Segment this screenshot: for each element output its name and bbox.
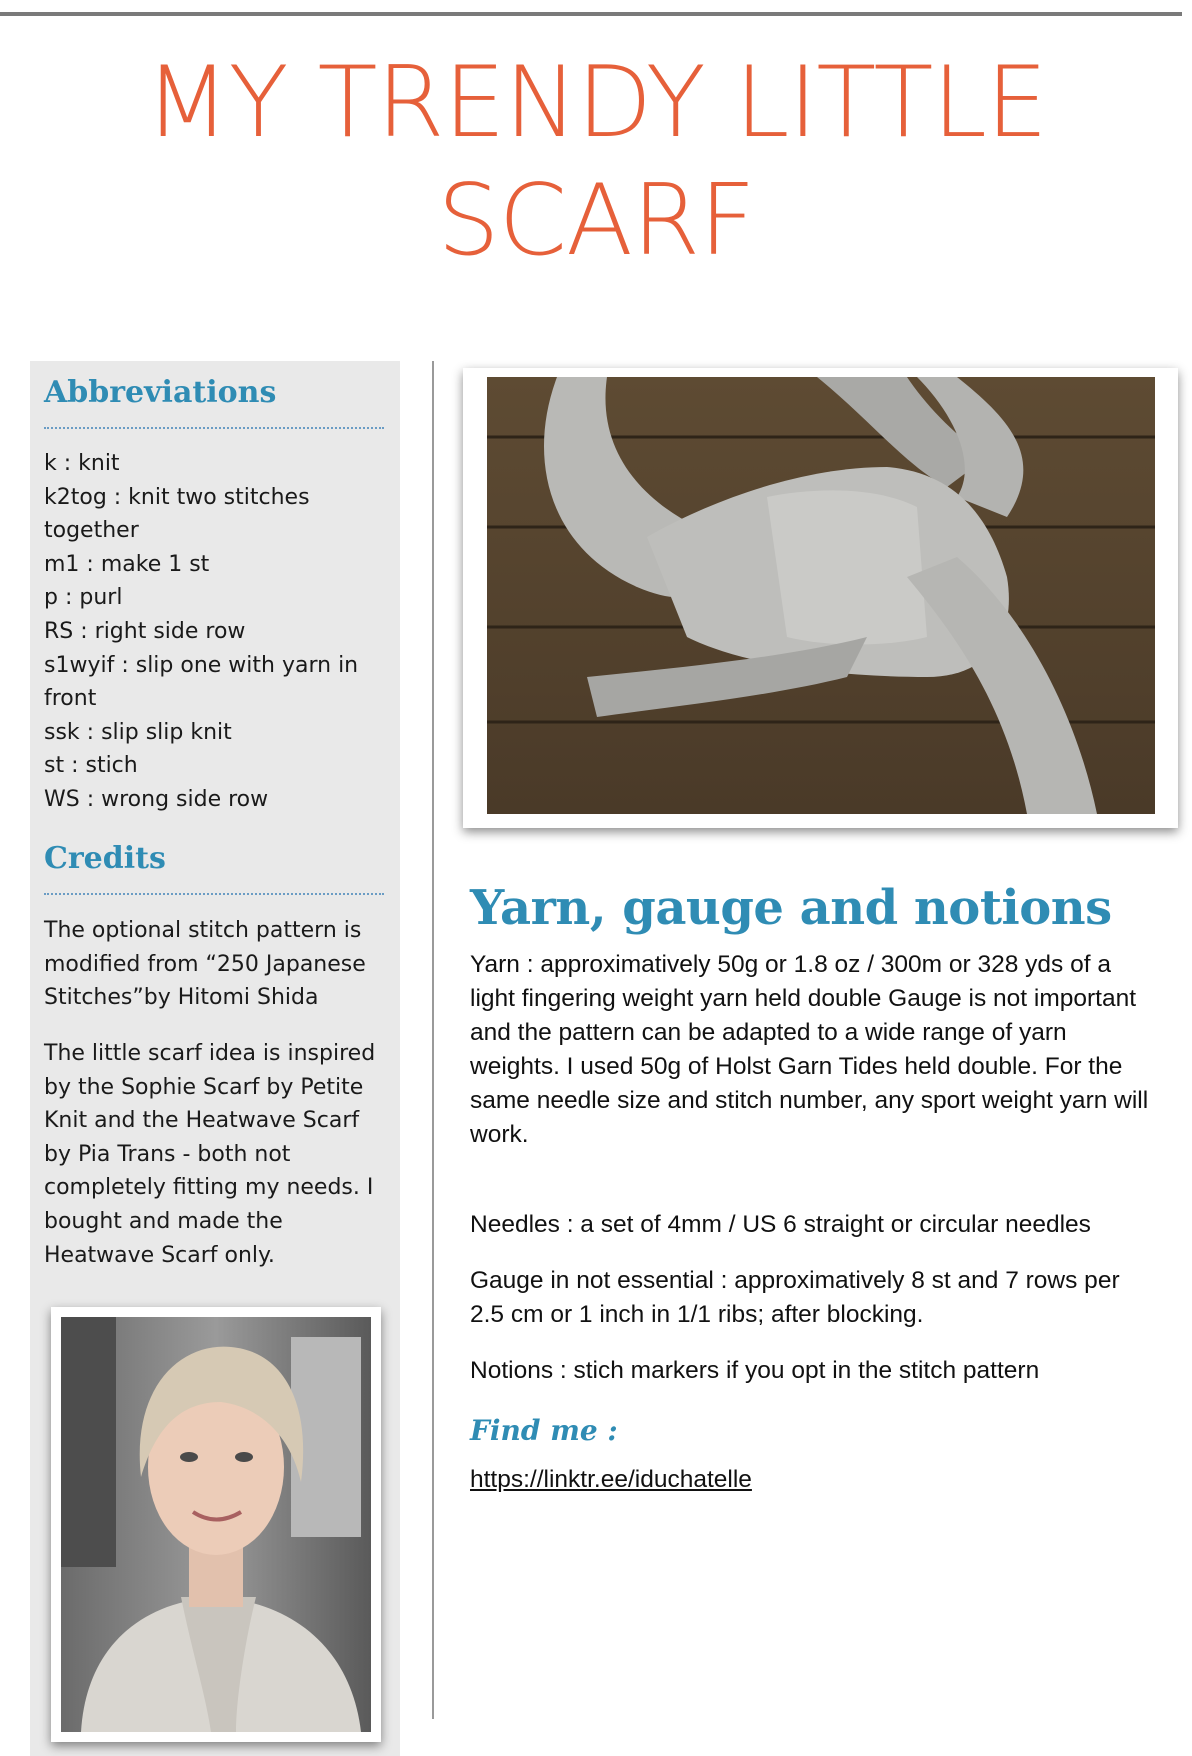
credits-heading: Credits [44, 841, 166, 876]
abbreviation-item: p : purl [44, 585, 123, 611]
column-divider [432, 361, 434, 1719]
notions-paragraph: Notions : stich markers if you opt in the stitch pattern [470, 1357, 1040, 1384]
find-me-heading: Find me : [470, 1414, 618, 1447]
credits-paragraph-1: The optional stitch pattern is modified from “250 Japanese Stitches”by Hitomi Shida [44, 918, 366, 1011]
scarf-image [487, 377, 1155, 814]
abbreviation-item: ssk : slip slip knit [44, 719, 232, 745]
abbreviation-item: s1wyif : slip one with yarn in [44, 652, 359, 678]
credits-paragraph-2: The little scarf idea is inspired by the Sophie Scarf by Petite Knit and the Heatwave Scarf by Pia Trans - both not completely fitting my needs. I bought and made the Heatwave Scarf only. [44, 1041, 376, 1268]
title-line-2: SCARF [437, 164, 755, 278]
abbreviation-item: st : stich [44, 753, 138, 779]
abbreviation-item: WS : wrong side row [44, 786, 269, 812]
abbreviations-heading: Abbreviations [44, 375, 277, 410]
abbreviation-item: m1 : make 1 st [44, 551, 210, 577]
abbreviation-item: RS : right side row [44, 618, 246, 644]
abbreviations-divider [44, 427, 384, 429]
abbreviation-item: k2tog : knit two stitches [44, 484, 310, 510]
abbreviations-list [44, 447, 384, 817]
abbreviation-item: front [44, 686, 97, 712]
section-title: Yarn, gauge and notions [470, 880, 1112, 936]
linktree-link[interactable]: https://linktr.ee/iduchatelle [470, 1466, 752, 1493]
scarf-photo [463, 368, 1178, 828]
abbreviation-item: k : knit [44, 451, 120, 476]
top-rule [0, 12, 1182, 16]
page-title [0, 44, 1192, 280]
needles-paragraph: Needles : a set of 4mm / US 6 straight or circular needles [470, 1211, 1091, 1238]
gauge-paragraph: Gauge in not essential : approximatively 8 st and 7 rows per 2.5 cm or 1 inch in 1/1 ribs; after blocking. [470, 1267, 1120, 1328]
author-photo [51, 1307, 381, 1742]
credits-divider [44, 893, 384, 895]
abbreviation-item: together [44, 518, 139, 544]
title-line-1: MY TRENDY LITTLE [145, 46, 1047, 160]
author-portrait-image [61, 1317, 371, 1732]
yarn-paragraph: Yarn : approximatively 50g or 1.8 oz / 300m or 328 yds of a light fingering weight yarn held double Gauge is not important and the pattern can be adapted to a wide range of yarn weights. I used 50g of Holst Garn Tides held double. For the same needle size and stitch number, any sport weight yarn will work. [470, 951, 1149, 1148]
